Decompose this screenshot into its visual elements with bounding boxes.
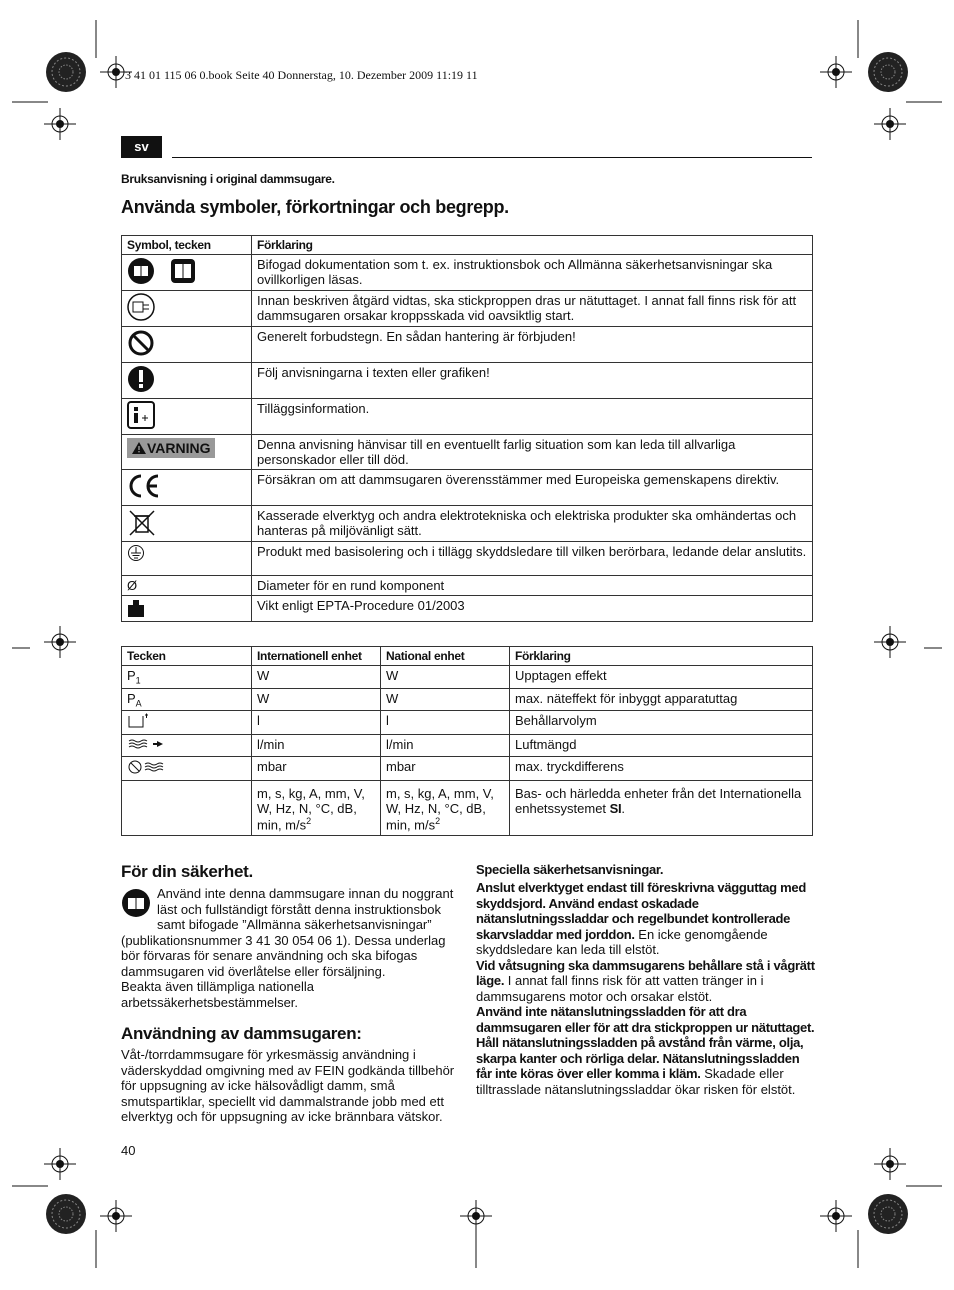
language-tab: sv xyxy=(121,136,162,158)
table-row xyxy=(122,781,813,835)
warning-triangle-icon xyxy=(131,441,147,455)
safety-paragraph-2: Beakta även tillämpliga nationella arbetssäkerhetsbestämmelser. xyxy=(121,979,314,1010)
row-text: Innan beskriven åtgärd vidtas, ska stickproppen dras ur nätuttaget. I annat fall finns risk för att dammsugaren orsakar kroppsskada vid oavsiktlig start. xyxy=(257,293,797,323)
national-unit: l xyxy=(381,711,510,735)
file-header-line: 3 41 01 115 06 0.book Seite 40 Donnerstag, 10. Dezember 2009 11:19 11 xyxy=(125,68,478,82)
col-intl-header: Internationell enhet xyxy=(252,647,381,666)
sign-sub: 1 xyxy=(135,675,141,686)
unplug-icon xyxy=(127,293,155,321)
table-row xyxy=(122,470,813,506)
header-rule xyxy=(172,157,812,158)
diameter-symbol: Ø xyxy=(127,578,138,593)
intl-unit: l xyxy=(252,711,381,735)
row-text: Följ anvisningarna i texten eller grafiken! xyxy=(257,365,490,380)
sign-sub: A xyxy=(135,698,142,709)
special-safety-bold-1: Anslut elverktyget endast till föreskrivna vägguttag med skyddsjord. Använd endast oskadade nätanslutningssladdar och regelbundet kontrollerade skarvsladdar med jorddon. xyxy=(476,880,806,942)
weight-icon xyxy=(127,598,145,618)
row-text: Bifogad dokumentation som t. ex. instruktionsbok och Allmänna säkerhetsanvisningar ska ovillkorligen läsas. xyxy=(257,257,773,287)
manual-subtitle: Bruksanvisning i original dammsugare. xyxy=(121,172,335,186)
usage-title: Användning av dammsugaren: xyxy=(121,1024,362,1043)
table-header-row xyxy=(122,647,813,666)
read-manual-icon xyxy=(121,888,151,918)
safety-paragraph: Använd inte denna dammsugare innan du noggrant läst och fullständigt förstått denna instruktionsbok samt bifogade ”Allmänna säkerhetsanvisningar” (publikationsnummer 3 41 30 054 06 1). Dessa underlag bör förvaras för senare användning och ska bifogas dammsugaren vid överlåtelse eller försäljning. xyxy=(121,886,454,979)
warning-badge xyxy=(127,438,215,458)
explanation: Bas- och härledda enheter från det Internationella enhetssystemet xyxy=(515,786,802,817)
table-row xyxy=(122,542,813,576)
row-text: Tilläggsinformation. xyxy=(257,401,370,416)
intl-unit: l/min xyxy=(252,735,381,757)
ce-mark-icon xyxy=(127,472,161,500)
row-text: Produkt med basisolering och i tillägg skyddsledare till vilken berörbara, ledande delar anslutits. xyxy=(257,544,807,559)
intl-unit: mbar xyxy=(252,757,381,781)
protective-earth-icon xyxy=(127,544,145,562)
table-row xyxy=(122,735,813,757)
explanation: Behållarvolym xyxy=(510,711,813,735)
table-row xyxy=(122,596,813,622)
table-row xyxy=(122,757,813,781)
national-unit: W xyxy=(381,688,510,711)
table-row xyxy=(122,291,813,327)
pressure-difference-icon xyxy=(127,759,169,775)
intl-unit: W xyxy=(252,666,381,689)
read-manual-icon xyxy=(127,257,197,285)
col-symbol-header: Symbol, tecken xyxy=(122,236,252,255)
special-safety-title: Speciella säkerhetsanvisningar. xyxy=(476,862,664,877)
col-expl-header: Förklaring xyxy=(510,647,813,666)
table-row xyxy=(122,711,813,735)
usage-text: Våt-/torrdammsugare för yrkesmässig användning i väderskyddad omgivning med av FEIN godkända tillbehör för uppsugning av icke hälsovådligt damm, små smutspartiklar, speciellt vid dammalstrande jobb med ett elverktyg och för uppsugning av icke brännbara vätskor. xyxy=(121,1047,455,1124)
intl-base-units: m, s, kg, A, mm, V, W, Hz, N, °C, dB, min, m/s xyxy=(257,786,365,833)
weee-bin-icon xyxy=(127,508,157,538)
national-sup: 2 xyxy=(435,816,441,827)
row-text: Denna anvisning hänvisar till en eventuellt farlig situation som kan leda till allvarliga personskador eller till död. xyxy=(257,437,736,467)
container-volume-icon xyxy=(127,713,149,729)
table-row xyxy=(122,327,813,363)
intl-unit: W xyxy=(252,688,381,711)
special-safety-text-1: En icke genomgående skyddsledare kan leda till elstöt. xyxy=(476,926,768,957)
symbols-table xyxy=(121,235,813,622)
intl-sup: 2 xyxy=(306,816,312,827)
explanation: max. tryckdifferens xyxy=(510,757,813,781)
national-base-units: m, s, kg, A, mm, V, W, Hz, N, °C, dB, min, m/s xyxy=(386,786,494,833)
si-label: SI xyxy=(609,801,622,817)
table-row xyxy=(122,576,813,596)
national-unit: l/min xyxy=(381,735,510,757)
special-safety-bold-2: Vid våtsugning ska dammsugarens behållare stå i vågrätt läge. xyxy=(476,957,815,988)
table-row xyxy=(122,506,813,542)
info-icon xyxy=(127,401,155,429)
table-row xyxy=(122,666,813,689)
warning-label: VARNING xyxy=(147,440,211,456)
table-row xyxy=(122,688,813,711)
table-row xyxy=(122,363,813,399)
explanation: Luftmängd xyxy=(510,735,813,757)
special-safety-bold-3: Använd inte nätanslutningssladden för att dra dammsugaren eller för att dra stickproppen ur nätuttaget. Håll nätanslutningssladden på avstånd från värme, olja, skarpa kanter och rörliga delar. Nätanslutningssladden får inte köras över eller komma i kläm. xyxy=(476,1004,815,1081)
national-unit: mbar xyxy=(381,757,510,781)
explanation: Upptagen effekt xyxy=(510,666,813,689)
table-row xyxy=(122,399,813,435)
safety-title: För din säkerhet. xyxy=(121,862,253,881)
exclamation-icon xyxy=(127,365,155,393)
table-header-row xyxy=(122,236,813,255)
national-unit: W xyxy=(381,666,510,689)
row-text: Generelt forbudstegn. En sådan hantering är förbjuden! xyxy=(257,329,576,344)
left-column xyxy=(121,862,457,1125)
explanation: max. näteffekt för inbyggt apparatuttag xyxy=(510,688,813,711)
right-column xyxy=(476,862,816,1097)
sign: P xyxy=(127,668,136,683)
special-safety-text-2: I annat fall finns risk för att vatten tränger in i dammsugarens motor och orsakar elstöt. xyxy=(476,973,764,1004)
row-text: Kasserade elverktyg och andra elektrotekniska och elektriska produkter ska omhändertas och hanteras på miljövänligt sätt. xyxy=(257,508,797,538)
units-table xyxy=(121,646,813,836)
col-explanation-header: Förklaring xyxy=(252,236,813,255)
symbols-section-title: Använda symboler, förkortningar och begrepp. xyxy=(121,197,509,217)
prohibition-icon xyxy=(127,329,155,357)
col-sign-header: Tecken xyxy=(122,647,252,666)
sign: P xyxy=(127,690,136,706)
row-text: Försäkran om att dammsugaren överensstämmer med Europeiska gemenskapens direktiv. xyxy=(257,472,780,487)
page-number: 40 xyxy=(121,1143,136,1158)
airflow-icon xyxy=(127,737,167,751)
row-text: Vikt enligt EPTA-Procedure 01/2003 xyxy=(257,598,465,613)
table-row xyxy=(122,255,813,291)
table-row xyxy=(122,435,813,470)
col-national-header: National enhet xyxy=(381,647,510,666)
special-safety-text-3: Skadade eller tilltrasslade nätanslutningssladdar ökar risken för elstöt. xyxy=(476,1066,796,1097)
explanation-end: . xyxy=(621,801,625,817)
row-text: Diameter för en rund komponent xyxy=(257,578,445,593)
